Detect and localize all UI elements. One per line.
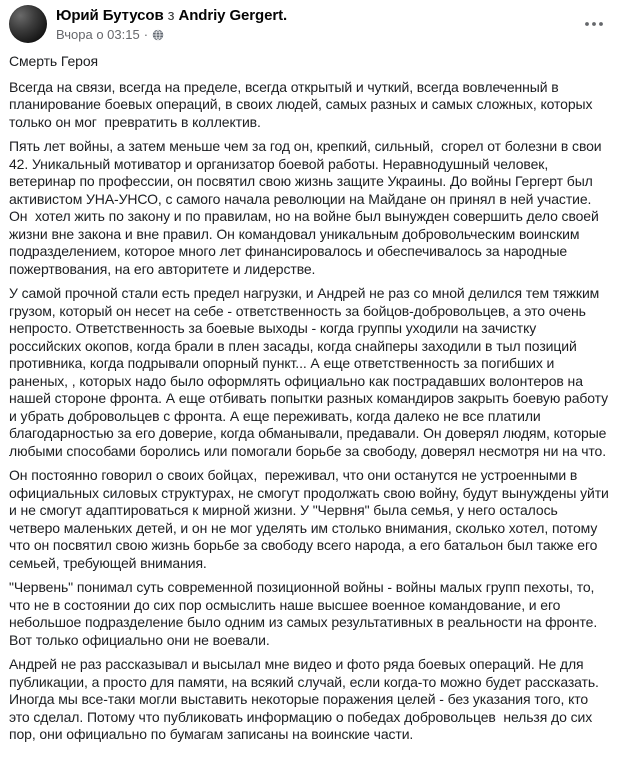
post-paragraph: Он постоянно говорил о своих бойцах, переживал, что они останутся не устроенными в официальных силовых структурах, не смогут продолжать свою войну, будут вынуждены уйти и не смогут адаптироваться к мирной жизни. У "Червня" была семья, у него осталось четверо маленьких детей, и он не мог уделять им столько внимания, сколько хотел, потому что он посвятил свою жизнь борьбе за свободу всего народа, а его батальон был также его семьей, требующей внимания. (9, 467, 613, 571)
post-options-button[interactable] (580, 13, 608, 35)
header-text (56, 5, 611, 43)
post-paragraph: "Червень" понимал суть современной позиционной войны - войны малых групп пехоты, то, что не в состоянии до сих пор осмыслить наше высшее военное командование, и его небольшое подразделение было одним из самых результативных в реальности на фронте. Вот только официально они не воевали. (9, 579, 601, 648)
post-paragraph: Всегда на связи, всегда на пределе, всегда открытый и чуткий, всегда вовлеченный в планирование боевых операций, в своих людей, самых разных и самых сложных, которых только он мог превратить в коллектив. (9, 78, 597, 130)
globe-icon (152, 29, 164, 41)
with-connector: з (167, 7, 175, 24)
timestamp[interactable]: Вчора о 03:15 (56, 27, 140, 42)
post-paragraph: Андрей не раз рассказывал и высылал мне видео и фото ряда боевых операций. Не для публикации, а просто для памяти, на всякий случай, если когда-то можно будет рассказать. Иногда мы все-таки могли выставить некоторые поражения целей - без указания того, кто это сделал. Потому что публиковать информацию о победах добровольцев нельзя до сих пор, они официально по бумагам записаны на воинские части. (9, 656, 603, 742)
author-link[interactable]: Юрий Бутусов (56, 7, 164, 24)
author-line (56, 6, 611, 26)
ellipsis-icon (584, 21, 604, 27)
post-paragraph: Пять лет войны, а затем меньше чем за год он, крепкий, сильный, сгорел от болезни в свои 42. Уникальный мотиватор и организатор боевой работы. Неравнодушный человек, ветеринар по профессии, он посвятил свою жизнь защите Украины. До войны Гергерт был активистом УНА-УНСО, с самого начала революции на Майдане он принял в ней участие. Он хотел жить по закону и по правилам, но на войне был вынужден совершить дело своей жизни вне закона и вне правил. Он командовал уникальным добровольческим воинским подразделением, которое много лет финансировалось и обеспечивалось за народные пожертвования, на его авторитете и лидерстве. (9, 138, 606, 277)
meta-separator: · (143, 27, 149, 42)
post-title: Смерть Героя (9, 53, 98, 69)
post-body (9, 49, 611, 744)
avatar[interactable] (9, 5, 47, 43)
post-paragraph: У самой прочной стали есть предел нагрузки, и Андрей не раз со мной делился тем тяжким грузом, который он несет на себе - ответственность за бойцов-добровольцев, а это очень непросто. Ответственность за боевые выходы - когда группы уходили на зачистку российских окопов, когда брали в плен засады, когда снайперы заходили в тыл позиций противника, когда подрывали опорный пункт... А еще ответственность за погибших и раненых, , которых надо было оформлять официально как пострадавших волонтеров на нашей стороне фронта. А еще отбивать попытки разных командиров закрыть боевую работу и убрать добровольцев с фронта. А еще переживать, когда далеко не все платили благодарностью за его доверие, когда обманывали, предавали. Он доверял людям, которые любыми способами боролись или помогали борьбе за свободу, доверял несмотря ни на что. (9, 285, 612, 459)
post-header (9, 4, 611, 49)
coauthor-link[interactable]: Andriy Gergert. (178, 7, 288, 24)
post-meta (56, 27, 611, 43)
